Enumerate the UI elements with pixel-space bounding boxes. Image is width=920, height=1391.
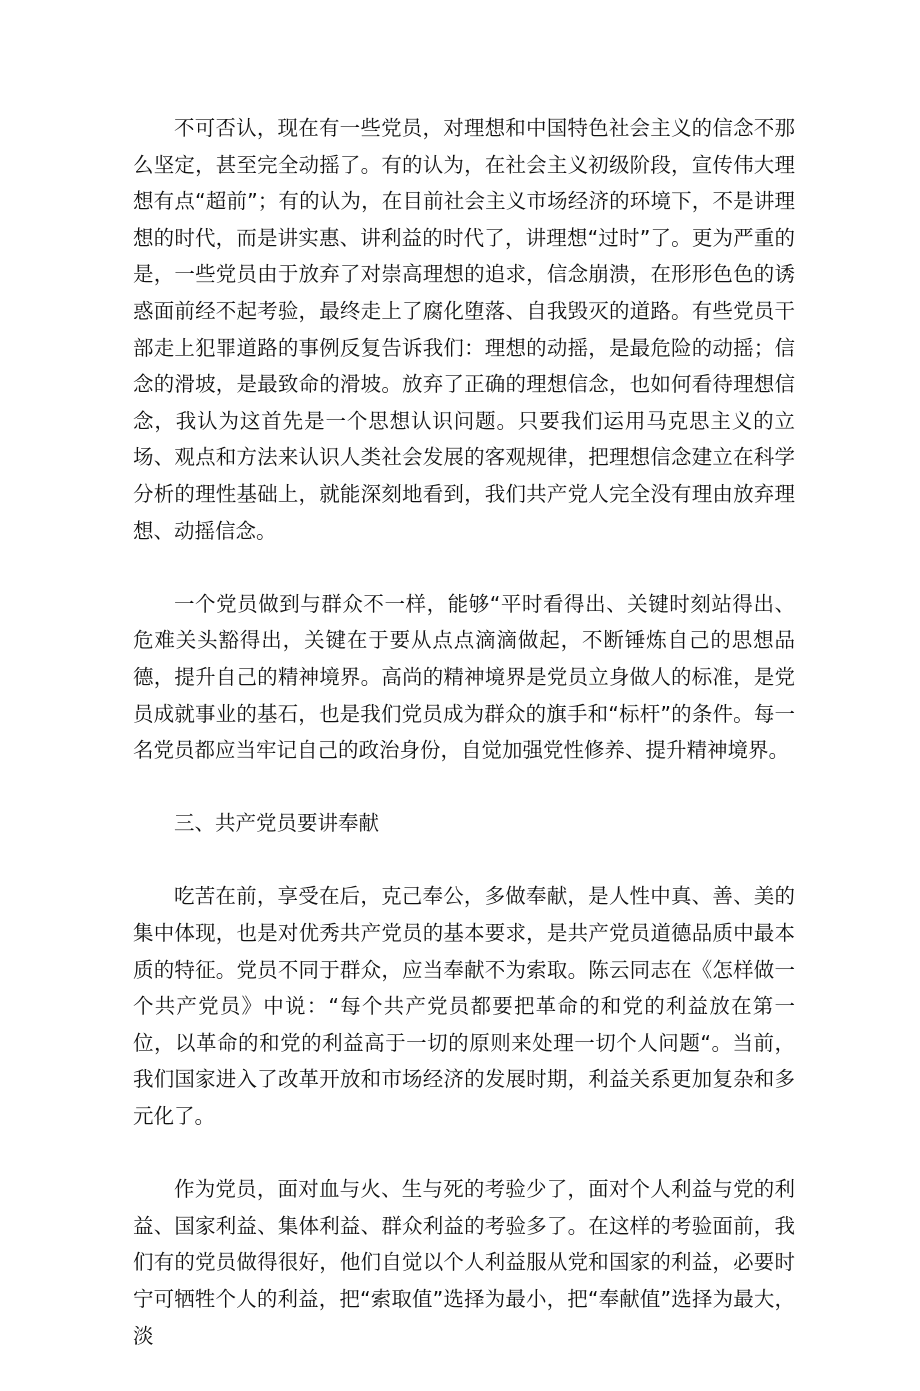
section-heading-dedication: 三、共产党员要讲奉献 (174, 811, 379, 836)
paragraph-ideals-wavering: 不可否认，现在有一些党员，对理想和中国特色社会主义的信念不那么坚定，甚至完全动摇了。有的认为，在社会主义初级阶段，宣传伟大理想有点“超前”；有的认为，在目前社会主义市场经济的环境下，不是讲理想的时代，而是讲实惠、讲利益的时代了，讲理想“过时”了。更为严重的是，一些党员由于放弃了对崇高理想的追求，信念崩溃，在形形色色的诱惑面前经不起考验，最终走上了腐化堕落、自我毁灭的道路。有些党员干部走上犯罪道路的事例反复告诉我们：理想的动摇，是最危险的动摇；信念的滑坡，是最致命的滑坡。放弃了正确的理想信念，也如何看待理想信念，我认为这首先是一个思想认识问题。只要我们运用马克思主义的立场、观点和方法来认识人类社会发展的客观规律，把理想信念建立在科学分析的理性基础上，就能深刻地看到，我们共产党人完全没有理由放弃理想、动摇信念。 (133, 116, 795, 543)
paragraph-dedication-requirement: 吃苦在前，享受在后，克己奉公，多做奉献，是人性中真、善、美的集中体现，也是对优秀共产党员的基本要求，是共产党员道德品质中最本质的特征。党员不同于群众，应当奉献不为索取。陈云同志在《怎样做一个共产党员》中说：“每个共产党员都要把革命的和党的利益放在第一位，以革命的和党的利益高于一切的原则来处理一切个人问题“。当前，我们国家进入了改革开放和市场经济的发展时期，利益关系更加复杂和多元化了。 (133, 884, 795, 1129)
paragraph-spiritual-realm: 一个党员做到与群众不一样，能够“平时看得出、关键时刻站得出、危难关头豁得出，关键在于要从点点滴滴做起，不断锤炼自己的思想品德，提升自己的精神境界。高尚的精神境界是党员立身做人的标准，是党员成就事业的基石，也是我们党员成为群众的旗手和“标杆”的条件。每一名党员都应当牢记自己的政治身份，自觉加强党性修养、提升精神境界。 (133, 591, 795, 763)
document-page (133, 110, 795, 1391)
paragraph-interest-test: 作为党员，面对血与火、生与死的考验少了，面对个人利益与党的利益、国家利益、集体利益、群众利益的考验多了。在这样的考验面前，我们有的党员做得很好，他们自觉以个人利益服从党和国家的利益，必要时宁可牺牲个人的利益，把“索取值”选择为最小，把“奉献值”选择为最大，淡 (133, 1177, 795, 1348)
